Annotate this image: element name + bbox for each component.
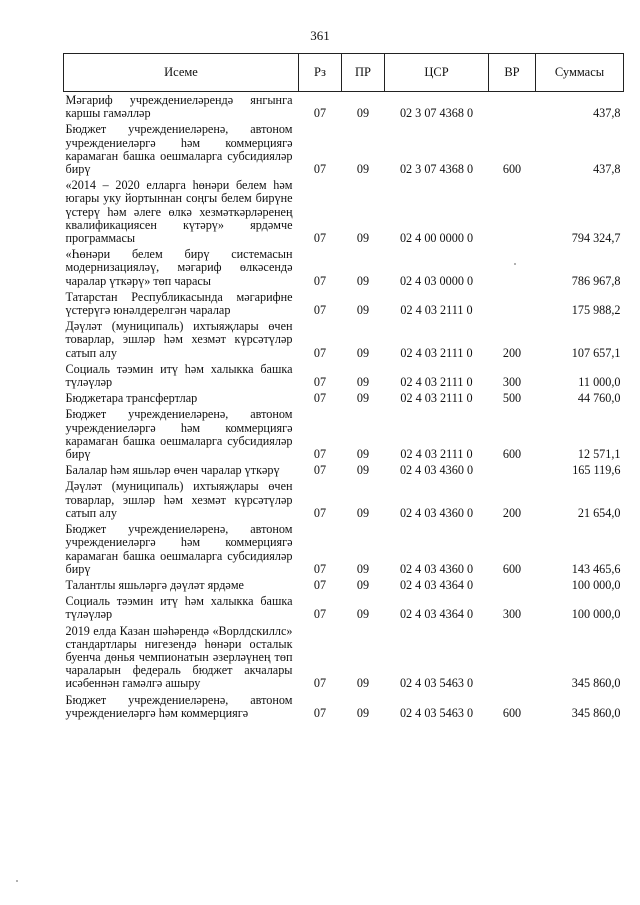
header-vr: ВР [489,54,536,92]
cell-pr: 09 [356,106,370,121]
table-row [64,692,624,721]
cell-csr: 02 4 03 0000 0 [399,273,474,288]
cell-name: Бюджет учреждениеләренә, автоном учреждениеләргә һәм коммерциягә карамаган башка оешмаларга субсидияләр бирү [65,407,293,462]
cell-pr: 09 [356,391,370,406]
cell-name: «Һөнәри белем бирү системасын модернизацияләү, мәгариф өлкәсендә чаралар үткәрү» төп чарасы [65,247,293,288]
cell-rz: 07 [313,447,327,462]
cell-name: Мәгариф учреждениеләрендә янгынга каршы гамәлләр [65,93,293,121]
cell-rz: 07 [313,375,327,390]
cell-pr: 09 [356,303,370,318]
cell-vr [489,92,536,122]
cell-sum: 100 000,0 [571,607,621,622]
cell-csr: 02 4 03 2111 0 [400,303,473,318]
cell-vr: 600 [502,162,522,177]
cell-csr: 02 4 03 2111 0 [400,447,473,462]
table-row [64,406,624,462]
cell-vr [489,462,536,478]
table-row [64,593,624,622]
cell-pr: 09 [356,463,370,478]
cell-pr: 09 [356,273,370,288]
cell-pr: 09 [356,561,370,576]
cell-sum: 786 967,8 [571,273,621,288]
cell-name: Социаль тәэмин итү һәм халыкка башка түләүләр [65,594,293,622]
header-sum: Суммасы [536,54,624,92]
cell-sum: 44 760,0 [577,391,621,406]
table-row [64,289,624,318]
cell-csr: 02 3 07 4368 0 [399,162,474,177]
table-row [64,390,624,406]
budget-table [63,53,624,721]
table-row [64,521,624,577]
cell-rz: 07 [313,231,327,246]
cell-vr [489,577,536,593]
cell-csr: 02 4 03 4360 0 [399,463,474,478]
cell-rz: 07 [313,345,327,360]
cell-name: Балалар һәм яшьләр өчен чаралар үткәрү [65,463,280,478]
cell-vr: 300 [502,607,522,622]
cell-sum: 437,8 [593,162,621,177]
cell-csr: 02 4 03 4364 0 [399,577,474,592]
cell-name: Татарстан Республикасында мәгарифне үстерүгә юнәлдерелгән чаралар [65,289,293,318]
cell-rz: 07 [313,463,327,478]
cell-rz: 07 [313,577,327,592]
cell-rz: 07 [313,106,327,121]
cell-sum: 100 000,0 [571,577,621,592]
cell-sum: 165 119,6 [572,463,621,478]
cell-csr: 02 4 03 4364 0 [399,607,474,622]
table-row [64,318,624,361]
table-row [64,478,624,521]
header-name: Исеме [64,54,299,92]
cell-pr: 09 [356,505,370,520]
cell-pr: 09 [356,231,370,246]
cell-name: Дәүләт (муниципаль) ихтыяҗлары өчен товарлар, эшләр һәм хезмәт күрсәтүләр сатып алу [65,319,293,360]
cell-vr: 200 [502,345,522,360]
cell-pr: 09 [356,607,370,622]
cell-name: 2019 елда Казан шәһәрендә «Ворлдскиллс» стандартлары нигезендә һөнәри осталык буенча дөнья чемпионатын әзерләүнең төп чараларын федераль бюджет акчалары исәбеннән гамәлгә ашыру [65,623,293,691]
cell-csr: 02 4 03 5463 0 [399,705,474,720]
table-row [64,623,624,692]
cell-csr: 02 3 07 4368 0 [399,106,474,121]
cell-vr: 600 [502,705,522,720]
cell-pr: 09 [356,375,370,390]
table-header [64,54,624,92]
cell-pr: 09 [356,162,370,177]
cell-rz: 07 [313,273,327,288]
cell-csr: 02 4 03 2111 0 [400,391,473,406]
cell-csr: 02 4 03 2111 0 [400,345,473,360]
cell-pr: 09 [356,676,370,691]
cell-sum: 175 988,2 [571,303,621,318]
cell-sum: 11 000,0 [578,375,621,390]
table-row [64,177,624,246]
table-row [64,92,624,122]
cell-name: Социаль тәэмин итү һәм халыкка башка түләүләр [65,361,293,390]
table-row [64,462,624,478]
cell-sum: 12 571,1 [577,447,621,462]
cell-csr: 02 4 03 2111 0 [400,375,473,390]
cell-vr [489,289,536,318]
header-rz: Рз [299,54,342,92]
cell-rz: 07 [313,561,327,576]
cell-name: Дәүләт (муниципаль) ихтыяҗлары өчен товарлар, эшләр һәм хезмәт күрсәтүләр сатып алу [65,479,293,520]
cell-vr [489,177,536,246]
cell-pr: 09 [356,447,370,462]
table-row [64,246,624,289]
table-row [64,121,624,177]
cell-pr: 09 [356,345,370,360]
cell-name: Бюджет учреждениеләренә, автоном учреждениеләргә һәм коммерциягә карамаган башка оешмаларга субсидияләр бирү [65,122,293,177]
cell-vr: 300 [502,375,522,390]
cell-name: «2014 – 2020 елларга һөнәри белем һәм югары уку йортыннан соңгы белем бирүне үстерү һәм әлеге өлкә хезмәткәрләренең квалификациясен күтәрү» ярдәмче программасы [65,178,293,246]
cell-vr [489,623,536,692]
scan-speck [16,880,18,882]
cell-sum: 107 657,1 [571,345,621,360]
cell-pr: 09 [356,577,370,592]
cell-vr: 600 [502,561,522,576]
cell-vr [489,246,536,289]
cell-csr: 02 4 03 5463 0 [399,676,474,691]
header-pr: ПР [342,54,385,92]
cell-csr: 02 4 00 0000 0 [399,231,474,246]
cell-rz: 07 [313,162,327,177]
cell-csr: 02 4 03 4360 0 [399,561,474,576]
cell-rz: 07 [313,505,327,520]
cell-rz: 07 [313,676,327,691]
table-row [64,577,624,593]
cell-csr: 02 4 03 4360 0 [399,505,474,520]
cell-name: Бюджетара трансфертлар [65,391,198,406]
scan-speck [514,263,516,265]
cell-vr: 200 [502,505,522,520]
cell-name: Талантлы яшьләргә дәүләт ярдәме [65,577,244,592]
page-number: 361 [310,28,330,43]
cell-sum: 21 654,0 [577,505,621,520]
table-row [64,361,624,390]
cell-name: Бюджет учреждениеләренә, автоном учреждениеләргә һәм коммерциягә [65,692,293,720]
cell-rz: 07 [313,705,327,720]
cell-vr: 600 [502,447,522,462]
cell-sum: 345 860,0 [571,705,621,720]
cell-rz: 07 [313,303,327,318]
table-body [64,92,624,721]
cell-rz: 07 [313,391,327,406]
header-row [64,54,624,92]
cell-sum: 437,8 [593,106,621,121]
cell-sum: 345 860,0 [571,676,621,691]
cell-name: Бюджет учреждениеләренә, автоном учреждениеләргә һәм коммерциягә карамаган башка оешмаларга субсидияләр бирү [65,522,293,576]
cell-rz: 07 [313,607,327,622]
header-csr: ЦСР [385,54,489,92]
cell-sum: 794 324,7 [571,231,621,246]
cell-pr: 09 [356,705,370,720]
cell-sum: 143 465,6 [571,561,621,576]
cell-vr: 500 [502,391,522,406]
